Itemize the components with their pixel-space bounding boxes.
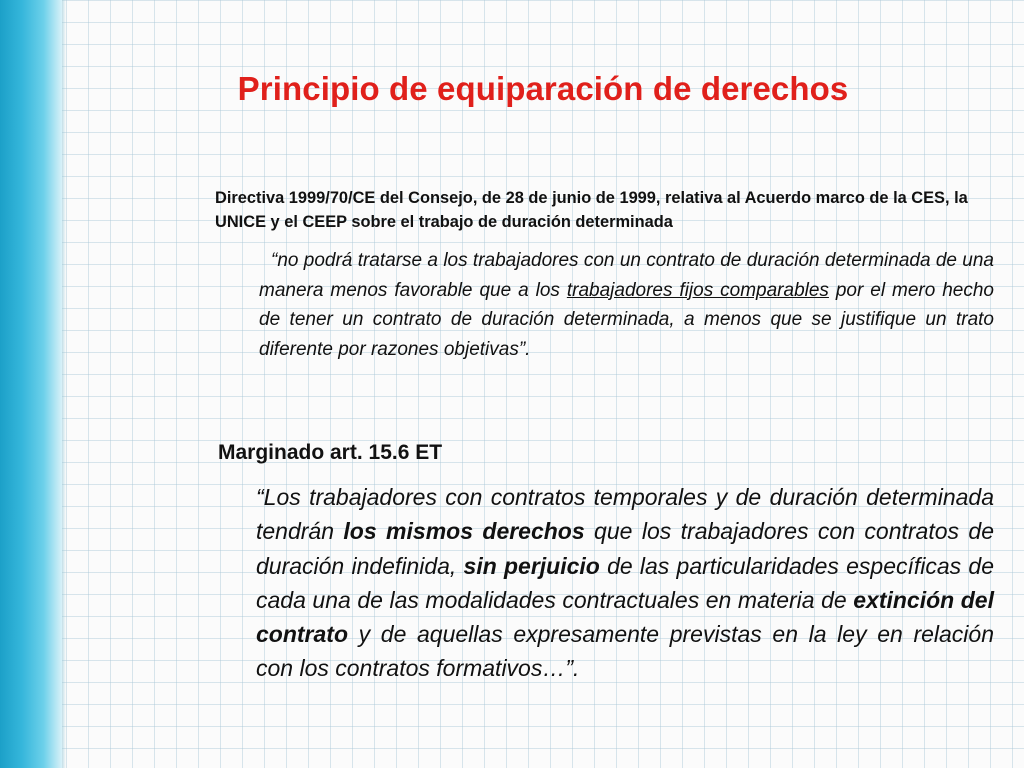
marginado-text-2: que los trabajadores con contratos de duración indefinida, bbox=[256, 518, 994, 579]
marginado-heading: Marginado art. 15.6 ET bbox=[218, 441, 443, 464]
decorative-side-band bbox=[0, 0, 62, 768]
marginado-bold-2: sin perjuicio bbox=[463, 552, 600, 579]
marginado-text-3: de las particularidades específicas de cada una de las modalidades contractuales en materia de bbox=[256, 552, 994, 613]
directive-quote-underlined: trabajadores fijos comparables bbox=[566, 279, 829, 301]
directive-reference: Directiva 1999/70/CE del Consejo, de 28 de junio de 1999, relativa al Acuerdo marco de la CES, la UNICE y el CEEP sobre el trabajo de duración determinada bbox=[215, 189, 968, 231]
directive-quote-text: “no podrá tratarse a los trabajadores con un contrato de duración determinada de una manera menos favorable que a los bbox=[259, 250, 994, 301]
marginado-text-1: “Los trabajadores con contratos temporales y de duración determinada tendrán bbox=[256, 484, 994, 545]
directive-quote-text-end: por el mero hecho de tener un contrato de duración determinada, a menos que se justifique un trato diferente por razones objetivas”. bbox=[259, 279, 995, 360]
marginado-text-4: y de aquellas expresamente previstas en la ley en relación con los contratos formativos…”. bbox=[256, 621, 994, 682]
directive-quote bbox=[259, 246, 994, 364]
marginado-quote bbox=[256, 480, 994, 686]
marginado-bold-1: los mismos derechos bbox=[343, 518, 585, 545]
marginado-bold-3: extinción del contrato bbox=[256, 586, 994, 648]
slide-title: Principio de equiparación de derechos bbox=[237, 70, 849, 107]
